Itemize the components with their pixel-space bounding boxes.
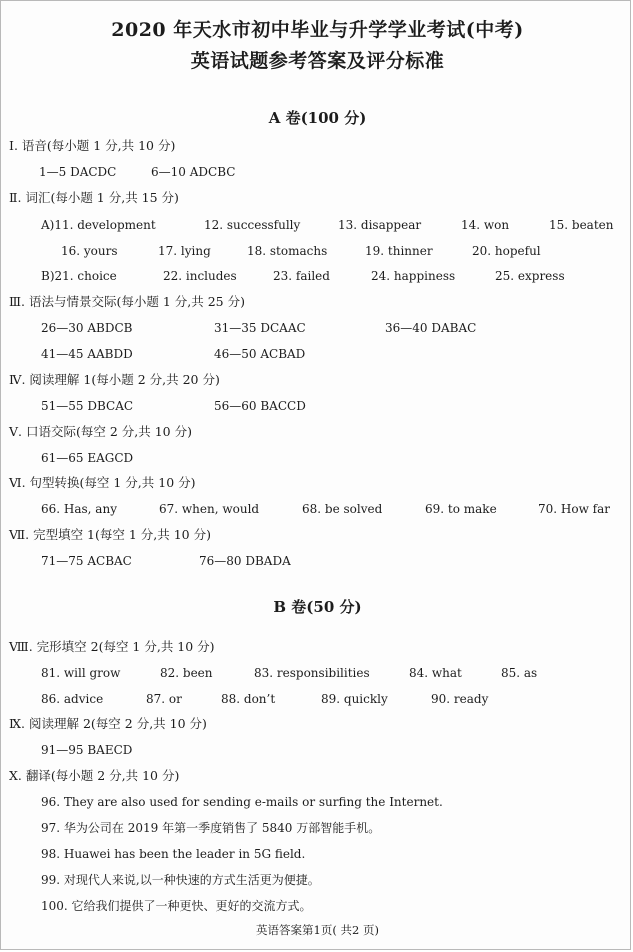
section-10-title: Ⅹ. 翻译(每小题 2 分,共 10 分): [9, 768, 180, 783]
transform-answer: 67. when, would: [159, 502, 260, 516]
vocab-answer: 20. hopeful: [472, 244, 541, 258]
vocab-answer: 17. lying: [158, 244, 211, 258]
cloze-answer: 83. responsibilities: [254, 666, 370, 680]
cloze-answer: 88. don’t: [221, 692, 276, 706]
cloze-answer: 85. as: [501, 666, 538, 680]
cloze-answer: 87. or: [146, 692, 182, 706]
cloze-answer: 81. will grow: [41, 666, 121, 680]
vocab-answer: 16. yours: [61, 244, 118, 258]
section-3-title: Ⅲ. 语法与情景交际(每小题 1 分,共 25 分): [9, 294, 245, 309]
vocab-answer: B)21. choice: [41, 269, 117, 283]
vocab-answer: 22. includes: [163, 269, 237, 283]
answer-group: 26—30 ABDCB: [41, 321, 133, 335]
page-footer: 英语答案第1页( 共2 页): [256, 923, 379, 937]
answer-group: 76—80 DBADA: [199, 554, 291, 568]
vocab-answer: 13. disappear: [338, 218, 422, 232]
answer-group: 1—5 DACDC: [39, 165, 117, 179]
vocab-answer: 25. express: [495, 269, 565, 283]
vocab-answer: 14. won: [461, 218, 510, 232]
section-5-title: Ⅴ. 口语交际(每空 2 分,共 10 分): [9, 424, 192, 439]
answer-group: 71—75 ACBAC: [41, 554, 132, 568]
part-a-heading: A 卷(100 分): [268, 109, 367, 127]
cloze-answer: 89. quickly: [321, 692, 388, 706]
vocab-answer: 15. beaten: [549, 218, 614, 232]
vocab-answer: 18. stomachs: [247, 244, 328, 258]
cloze-answer: 90. ready: [431, 692, 489, 706]
section-1-title: Ⅰ. 语音(每小题 1 分,共 10 分): [9, 138, 176, 153]
translation-answer: 97. 华为公司在 2019 年第一季度销售了 5840 万部智能手机。: [41, 821, 381, 835]
vocab-answer: A)11. development: [41, 218, 156, 232]
vocab-answer: 19. thinner: [365, 244, 433, 258]
answer-group: 61—65 EAGCD: [41, 451, 134, 465]
document-subtitle: 英语试题参考答案及评分标准: [190, 50, 445, 72]
vocab-answer: 24. happiness: [371, 269, 456, 283]
cloze-answer: 82. been: [160, 666, 213, 680]
answer-group: 91—95 BAECD: [41, 743, 133, 757]
answer-group: 51—55 DBCAC: [41, 399, 134, 413]
section-7-title: Ⅶ. 完型填空 1(每空 1 分,共 10 分): [9, 527, 211, 542]
transform-answer: 69. to make: [425, 502, 497, 516]
answer-group: 41—45 AABDD: [41, 347, 133, 361]
answer-group: 6—10 ADCBC: [151, 165, 236, 179]
part-b-heading: B 卷(50 分): [273, 598, 362, 616]
translation-answer: 100. 它给我们提供了一种更快、更好的交流方式。: [41, 899, 312, 913]
transform-answer: 66. Has, any: [41, 502, 117, 516]
document-title: 2020 年天水市初中毕业与升学学业考试(中考): [111, 19, 524, 41]
cloze-answer: 84. what: [409, 666, 462, 680]
section-8-title: Ⅷ. 完形填空 2(每空 1 分,共 10 分): [9, 639, 215, 654]
translation-answer: 98. Huawei has been the leader in 5G field.: [41, 847, 306, 861]
answer-group: 46—50 ACBAD: [214, 347, 306, 361]
section-9-title: Ⅸ. 阅读理解 2(每空 2 分,共 10 分): [9, 716, 207, 731]
section-6-title: Ⅵ. 句型转换(每空 1 分,共 10 分): [9, 475, 196, 490]
answer-group: 31—35 DCAAC: [214, 321, 306, 335]
vocab-answer: 23. failed: [273, 269, 330, 283]
cloze-answer: 86. advice: [41, 692, 104, 706]
section-2-title: Ⅱ. 词汇(每小题 1 分,共 15 分): [9, 190, 179, 205]
answer-group: 36—40 DABAC: [385, 321, 477, 335]
transform-answer: 70. How far: [538, 502, 611, 516]
answer-group: 56—60 BACCD: [214, 399, 306, 413]
vocab-answer: 12. successfully: [204, 218, 301, 232]
transform-answer: 68. be solved: [302, 502, 383, 516]
translation-answer: 99. 对现代人来说,以一种快速的方式生活更为便捷。: [41, 873, 320, 887]
section-4-title: Ⅳ. 阅读理解 1(每小题 2 分,共 20 分): [9, 372, 220, 387]
translation-answer: 96. They are also used for sending e-mails or surfing the Internet.: [41, 795, 443, 809]
